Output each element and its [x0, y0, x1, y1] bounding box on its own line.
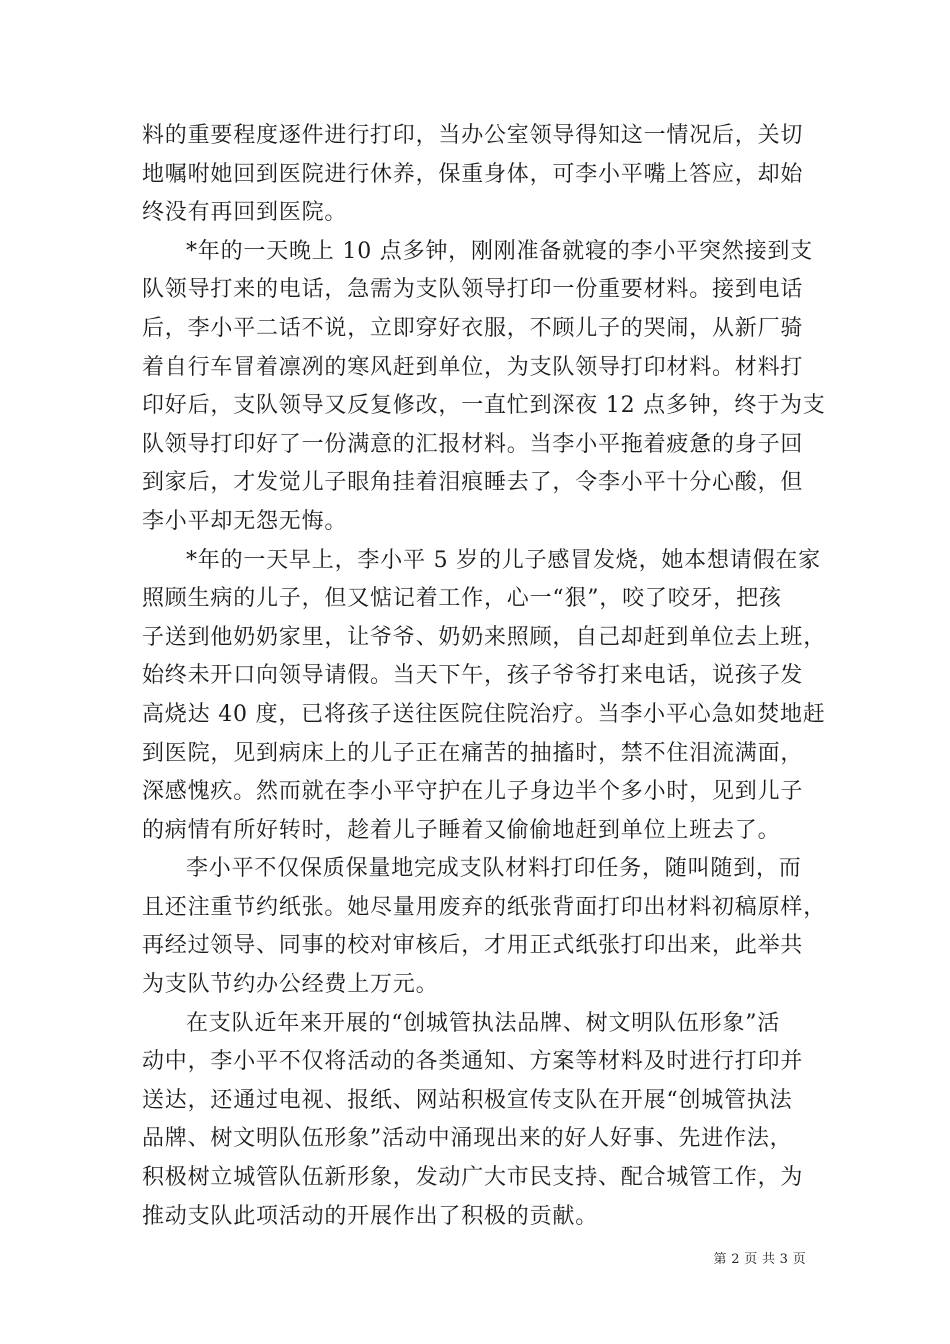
body-line: 动中，李小平不仅将活动的各类通知、方案等材料及时进行打印并 — [142, 1049, 804, 1075]
body-line: 料的重要程度逐件进行打印，当办公室领导得知这一情况后，关切 — [142, 123, 804, 148]
body-line: 积极树立城管队伍新形象，发动广大市民支持、配合城管工作，为 — [142, 1165, 804, 1191]
body-line: 后，李小平二话不说，立即穿好衣服，不顾儿子的哭闹，从新厂骑 — [142, 315, 804, 341]
body-line: 子送到他奶奶家里，让爷爷、奶奶来照顾，自己却赶到单位去上班， — [142, 624, 827, 650]
paragraph-first-line: *年的一天晚上 10 点多钟，刚刚准备就寝的李小平突然接到支 — [186, 238, 813, 264]
body-line: 再经过领导、同事的校对审核后，才用正式纸张打印出来，此举共 — [142, 933, 804, 959]
body-line: 李小平却无怨无悔。 — [142, 508, 348, 534]
body-line: 照顾生病的儿子，但又惦记着工作，心一“狠”，咬了咬牙，把孩 — [142, 586, 782, 612]
body-line: 着自行车冒着凛冽的寒风赶到单位，为支队领导打印材料。材料打 — [142, 354, 804, 380]
body-line: 到家后，才发觉儿子眼角挂着泪痕睡去了，令李小平十分心酸，但 — [142, 470, 804, 496]
body-line: 终没有再回到医院。 — [142, 200, 348, 226]
body-line: 送达，还通过电视、报纸、网站积极宣传支队在开展“创城管执法 — [142, 1087, 793, 1113]
body-line: 队领导打来的电话，急需为支队领导打印一份重要材料。接到电话 — [142, 277, 804, 303]
page-number-footer: 第 2 页 共 3 页 — [713, 1252, 806, 1267]
body-line: 到医院，见到病床上的儿子正在痛苦的抽搐时，禁不住泪流满面， — [142, 740, 804, 766]
body-line: 印好后，支队领导又反复修改，一直忙到深夜 12 点多钟，终于为支 — [142, 393, 826, 419]
body-line: 品牌、树文明队伍形象”活动中涌现出来的好人好事、先进作法， — [142, 1126, 793, 1152]
body-line: 始终未开口向领导请假。当天下午，孩子爷爷打来电话，说孩子发 — [142, 663, 804, 689]
paragraph-first-line: *年的一天早上，李小平 5 岁的儿子感冒发烧，她本想请假在家 — [186, 547, 821, 573]
paragraph-first-line: 李小平不仅保质保量地完成支队材料打印任务，随叫随到，而 — [186, 856, 802, 882]
body-line: 地嘱咐她回到医院进行休养，保重身体，可李小平嘴上答应，却始 — [142, 161, 804, 187]
body-line: 为支队节约办公经费上万元。 — [142, 972, 439, 998]
paragraph-first-line: 在支队近年来开展的“创城管执法品牌、树文明队伍形象”活 — [186, 1010, 781, 1036]
body-line: 高烧达 40 度，已将孩子送往医院住院治疗。当李小平心急如焚地赶 — [142, 701, 826, 727]
body-line: 推动支队此项活动的开展作出了积极的贡献。 — [142, 1203, 599, 1229]
document-body — [142, 117, 827, 1236]
body-line: 队领导打印好了一份满意的汇报材料。当李小平拖着疲惫的身子回 — [142, 431, 804, 457]
body-line: 且还注重节约纸张。她尽量用废弃的纸张背面打印出材料初稿原样， — [142, 894, 827, 920]
body-line: 深感愧疚。然而就在李小平守护在儿子身边半个多小时，见到儿子 — [142, 779, 804, 805]
body-line: 的病情有所好转时，趁着儿子睡着又偷偷地赶到单位上班去了。 — [142, 817, 781, 843]
